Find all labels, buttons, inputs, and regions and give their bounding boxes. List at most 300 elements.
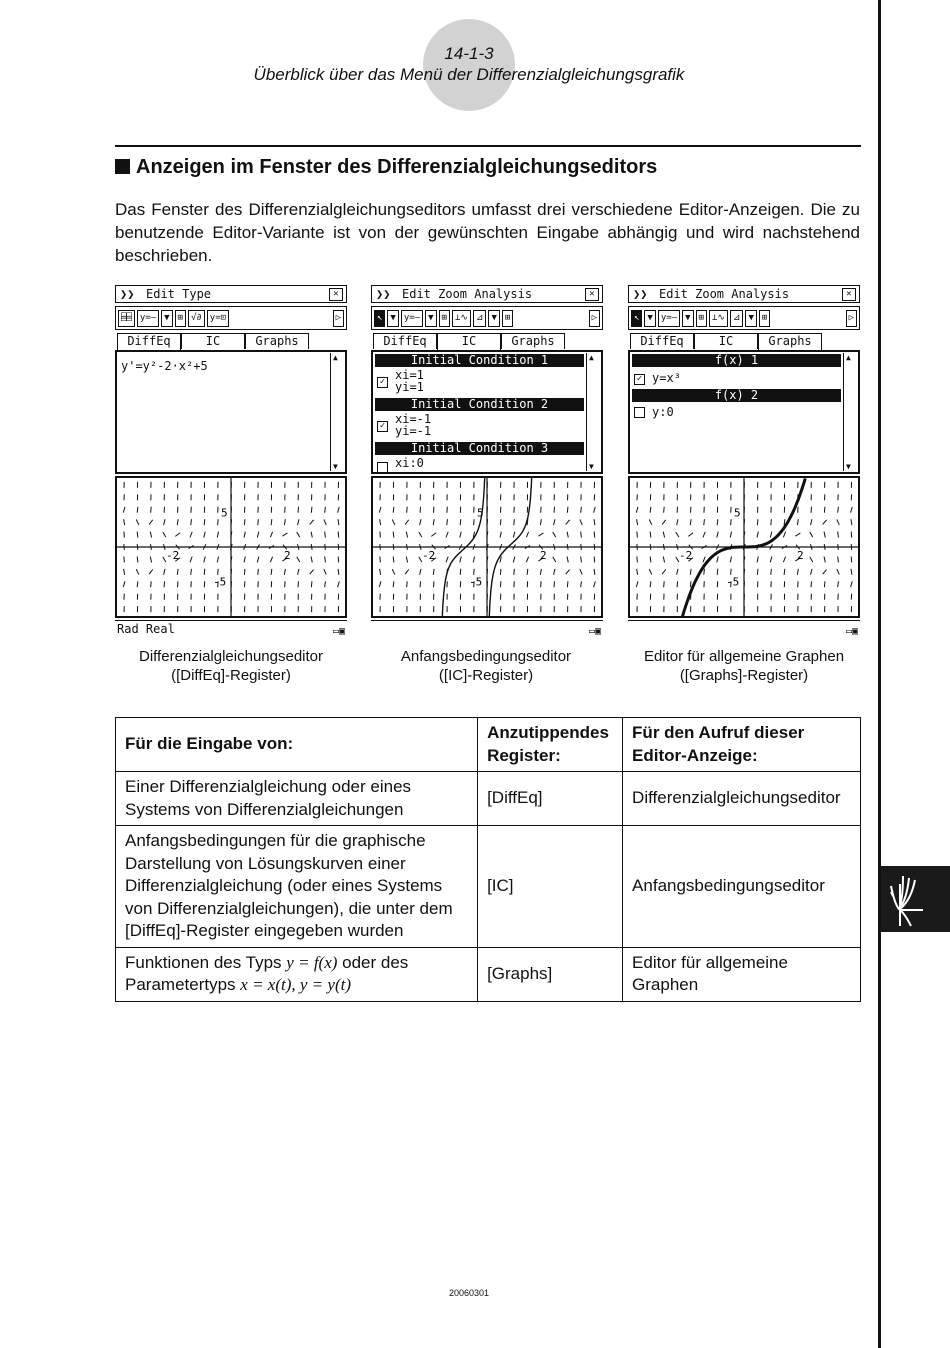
footer-code: 20060301 [448, 1288, 490, 1298]
slope-mark [407, 581, 408, 587]
tab-graphs[interactable]: Graphs [501, 333, 565, 349]
caption-title: Editor für allgemeine Graphen [643, 648, 845, 665]
diffeq-input-line[interactable]: y'=y²-2·x²+5 [121, 359, 208, 373]
slope-mark [298, 519, 299, 525]
table-header-row [116, 718, 861, 772]
slope-mark [581, 556, 582, 562]
slope-mark [851, 507, 853, 513]
slope-mark [338, 519, 339, 525]
slope-mark [594, 581, 596, 587]
table-cell: [IC] [478, 826, 623, 948]
tool-button[interactable]: y=— [137, 310, 159, 327]
square-bullet-icon [115, 159, 130, 174]
editor-area[interactable] [628, 350, 860, 474]
slope-mark [297, 557, 300, 562]
slope-mark [567, 544, 568, 550]
slope-mark [311, 556, 312, 562]
slope-mark [151, 507, 152, 513]
slope-mark [406, 532, 407, 538]
scrollbar[interactable] [330, 353, 344, 471]
slope-mark [137, 507, 138, 513]
ic-header: Initial Condition 3 [375, 442, 584, 455]
func-expr[interactable]: y=x³ [652, 371, 681, 385]
caption-register: ([IC]-Register) [438, 667, 534, 684]
slope-mark [784, 569, 785, 575]
toolbar [628, 306, 860, 330]
pointer-tool[interactable]: ↖ [374, 310, 385, 327]
slope-mark [217, 556, 218, 562]
slope-mark [731, 569, 732, 575]
slope-mark [594, 519, 595, 525]
slope-mark [244, 519, 245, 525]
slope-mark [298, 569, 299, 575]
x-tick-label-neg: -2 [679, 549, 693, 562]
slope-mark [297, 532, 300, 537]
slope-mark [164, 519, 165, 525]
close-icon[interactable]: ✕ [585, 288, 599, 301]
slope-mark [487, 519, 488, 525]
tool-scroll-right[interactable]: ▷ [846, 310, 857, 327]
slope-mark [823, 520, 827, 525]
scroll-up-icon[interactable]: ▲ [333, 353, 338, 362]
tab-ic[interactable]: IC [437, 333, 501, 352]
tool-dropdown[interactable]: ▼ [488, 310, 499, 327]
slope-mark [500, 569, 501, 575]
close-icon[interactable]: ✕ [842, 288, 856, 301]
y-tick-label-bottom: -5 [213, 575, 227, 589]
slope-mark [717, 532, 718, 538]
slope-field-graph[interactable] [628, 476, 860, 618]
slope-mark [460, 557, 461, 563]
scroll-down-icon[interactable]: ▼ [333, 462, 338, 471]
section-rule [115, 145, 861, 147]
slope-mark [851, 581, 853, 587]
row3-text-mid: oder des Parametertyps [125, 952, 409, 994]
slope-mark [797, 519, 798, 525]
tool-button[interactable]: ⊞ [439, 310, 450, 327]
slope-mark [757, 569, 758, 575]
tool-button[interactable]: y=— [401, 310, 423, 327]
slope-mark [379, 581, 381, 587]
slope-mark [460, 569, 461, 575]
tool-button[interactable]: y=— [658, 310, 680, 327]
slope-mark [446, 532, 448, 538]
slope-mark [258, 519, 259, 525]
ic-checkbox[interactable]: ✓ [377, 421, 388, 432]
slope-mark [770, 532, 772, 538]
slope-mark [136, 569, 139, 574]
slope-mark [581, 581, 582, 587]
func-header: f(x) 1 [632, 354, 841, 367]
tool-button[interactable]: ⊥∿ [709, 310, 728, 327]
slope-mark [526, 557, 528, 563]
slope-mark [487, 569, 488, 575]
slope-mark [244, 569, 245, 575]
section-heading [115, 156, 657, 179]
slope-mark [581, 544, 582, 550]
slope-mark [757, 519, 758, 525]
slope-mark [218, 569, 219, 575]
slope-mark [420, 569, 421, 575]
table-cell: Differenzialgleichungseditor [623, 772, 861, 826]
slope-mark [380, 519, 381, 525]
tool-button[interactable]: √∂ [188, 310, 205, 327]
slope-mark [204, 532, 205, 538]
slope-mark [150, 556, 151, 562]
menu-labels[interactable]: Edit Zoom Analysis [659, 287, 790, 301]
x-tick-label-neg: -2 [166, 549, 180, 562]
tool-button[interactable]: ⊥∿ [452, 310, 471, 327]
slope-mark [137, 544, 138, 550]
slope-mark [662, 520, 666, 525]
func-expr[interactable]: y:0 [652, 405, 674, 419]
table-cell: [DiffEq] [478, 772, 623, 826]
scroll-up-icon[interactable]: ▲ [846, 353, 851, 362]
slope-mark [637, 519, 638, 525]
slope-mark [310, 520, 314, 525]
table-cell [116, 947, 478, 1001]
slope-mark [514, 519, 515, 525]
slope-mark [405, 569, 409, 574]
menu-chevron-icon[interactable]: ❯❯ [376, 287, 391, 301]
scrollbar[interactable] [586, 353, 600, 471]
ic-xi[interactable]: xi=-1 [395, 412, 432, 426]
slope-mark [393, 507, 394, 513]
slope-mark [703, 557, 705, 563]
editor-tabs [115, 333, 347, 351]
slope-mark [527, 569, 528, 575]
register-table [115, 717, 861, 1002]
slope-mark [594, 507, 596, 513]
slope-mark [566, 570, 570, 575]
slope-mark [284, 569, 285, 575]
tool-button[interactable]: y=⊡ [207, 310, 229, 327]
tool-scroll-right[interactable]: ▷ [589, 310, 600, 327]
slope-mark [325, 532, 326, 538]
toolbar [371, 306, 603, 330]
slope-mark [311, 532, 312, 538]
slope-mark [231, 519, 232, 525]
table-row [116, 772, 861, 826]
slope-mark [311, 507, 312, 513]
slope-mark [177, 519, 178, 525]
slope-mark [637, 569, 638, 575]
tab-diffeq[interactable]: DiffEq [117, 333, 181, 352]
tool-dropdown[interactable]: ▼ [387, 310, 398, 327]
slope-mark [324, 569, 326, 574]
slope-mark [431, 533, 436, 537]
slope-mark [325, 581, 326, 587]
slope-mark [393, 544, 394, 550]
slope-mark [407, 507, 408, 513]
slope-mark [151, 581, 152, 587]
slope-mark [190, 532, 192, 538]
menu-labels[interactable]: Edit Type [146, 287, 212, 301]
screen-ic-editor [371, 285, 603, 637]
scrollbar[interactable] [843, 353, 857, 471]
row3-math-param: x = x(t), y = y(t) [240, 975, 351, 994]
slope-mark [513, 532, 515, 538]
slope-mark [650, 532, 651, 538]
slope-mark [704, 569, 705, 575]
slope-mark [730, 556, 731, 562]
slope-mark [124, 569, 125, 575]
battery-icon: ▭▣ [588, 626, 601, 637]
tab-diffeq[interactable]: DiffEq [373, 333, 437, 349]
menu-bar [371, 285, 603, 303]
slope-mark [325, 544, 326, 550]
slope-mark [380, 556, 381, 562]
slope-mark [637, 556, 638, 562]
ic-yi[interactable]: yi=1 [395, 380, 424, 394]
slope-mark [325, 507, 326, 513]
editor-area[interactable] [371, 350, 603, 474]
tool-dropdown[interactable]: ▼ [644, 310, 655, 327]
slope-mark [538, 533, 543, 536]
slope-mark [771, 569, 772, 575]
menu-bar [628, 285, 860, 303]
slope-mark [338, 569, 339, 575]
slope-mark [837, 569, 839, 574]
func-header: f(x) 2 [632, 389, 841, 402]
slope-mark [650, 544, 651, 550]
slope-mark [175, 533, 180, 537]
slope-mark [393, 556, 394, 562]
chapter-tab-marker [881, 866, 950, 932]
slope-mark [730, 532, 731, 538]
tool-scroll-right[interactable]: ▷ [333, 310, 344, 327]
caption-diffeq [106, 647, 356, 685]
slope-mark [580, 519, 582, 524]
slope-mark [594, 569, 595, 575]
x-tick-label-pos: 2 [797, 549, 804, 562]
editor-tabs [628, 333, 860, 351]
tool-button[interactable]: ⊞ [696, 310, 707, 327]
slope-mark [123, 507, 125, 513]
tab-diffeq[interactable]: DiffEq [630, 333, 694, 349]
slope-mark [704, 519, 705, 525]
slope-mark [838, 581, 839, 587]
scroll-up-icon[interactable]: ▲ [589, 353, 594, 362]
editor-area[interactable] [115, 350, 347, 474]
slope-mark [284, 519, 285, 525]
x-tick-label-pos: 2 [284, 549, 291, 562]
slope-mark [164, 569, 165, 575]
slope-mark [636, 581, 638, 587]
slope-mark [838, 532, 839, 538]
battery-icon: ▭▣ [332, 626, 345, 637]
ic-header: Initial Condition 2 [375, 398, 584, 411]
tool-button[interactable]: ⊿ [473, 310, 487, 327]
slope-mark [338, 507, 340, 513]
slope-mark [690, 519, 691, 525]
slope-mark [136, 519, 139, 524]
slope-mark [664, 507, 665, 513]
tool-button[interactable]: ⊿ [730, 310, 744, 327]
slope-mark [474, 569, 475, 575]
slope-mark [838, 507, 839, 513]
pointer-tool[interactable]: ↖ [631, 310, 642, 327]
scroll-down-icon[interactable]: ▼ [589, 462, 594, 471]
table-cell: Anfangsbedingungen für die graphische Darstellung von Lösungskurven einer Differenzialgleichung (oder eines Systems von Differenzialgleichungen), die unter dem [DiffEq]-Register eingegeben wurden [116, 826, 478, 948]
page-subtitle: Überblick über das Menü der Differenzialgleichungsgrafik [253, 65, 685, 84]
slope-mark [770, 557, 772, 563]
slope-mark [824, 507, 825, 513]
slope-mark [460, 532, 461, 538]
slope-mark [310, 570, 314, 575]
tool-dropdown[interactable]: ▼ [425, 310, 436, 327]
slope-mark [757, 532, 758, 538]
slope-mark [649, 519, 652, 524]
slope-mark [851, 519, 852, 525]
tab-ic[interactable]: IC [181, 333, 245, 349]
slope-mark [540, 519, 541, 525]
slope-mark [271, 569, 272, 575]
slope-mark [553, 532, 556, 537]
slope-mark [406, 556, 407, 562]
slope-mark [244, 556, 245, 562]
menu-labels[interactable]: Edit Zoom Analysis [402, 287, 533, 301]
slope-mark [324, 519, 326, 524]
slope-mark [824, 581, 825, 587]
ic-xi[interactable]: xi=1 [395, 368, 424, 382]
slope-mark [177, 569, 178, 575]
slope-mark [783, 532, 785, 538]
intro-paragraph: Das Fenster des Differenzialgleichungseditors umfasst drei verschiedene Editor-Anzeigen. Die zu benutzende Editor-Variante ist von der gewünschten Eingabe abhängig und wird nachstehend beschrieben. [115, 200, 860, 265]
tool-dropdown[interactable]: ▼ [745, 310, 756, 327]
status-mode: Rad Real [117, 622, 175, 636]
slope-mark [810, 532, 813, 537]
toolbar [115, 306, 347, 330]
slope-mark [500, 519, 501, 525]
menu-chevron-icon[interactable]: ❯❯ [633, 287, 648, 301]
tab-graphs[interactable]: Graphs [245, 333, 309, 349]
table-header: Für die Eingabe von: [116, 718, 478, 772]
table-cell: Einer Differenzialgleichung oder eines Systems von Differenzialgleichungen [116, 772, 478, 826]
slope-mark [500, 532, 501, 538]
slope-mark [688, 533, 693, 537]
status-bar [628, 620, 860, 637]
slope-mark [392, 519, 395, 524]
screen-graphs-editor [628, 285, 860, 637]
tab-ic[interactable]: IC [694, 333, 758, 349]
slope-mark [838, 544, 839, 550]
slope-mark [823, 570, 827, 575]
slope-mark [650, 556, 651, 562]
y-tick-label-bottom: -5 [726, 575, 740, 589]
slope-mark [257, 532, 259, 538]
slope-mark [581, 507, 582, 513]
tab-graphs[interactable]: Graphs [758, 333, 822, 352]
slope-field-svg [373, 478, 601, 616]
slope-mark [717, 519, 718, 525]
func-checkbox[interactable]: ✓ [634, 374, 645, 385]
tool-dropdown[interactable]: ▼ [682, 310, 693, 327]
slope-mark [811, 519, 812, 525]
slope-mark [581, 532, 582, 538]
ic-checkbox[interactable]: ✓ [377, 377, 388, 388]
tool-button[interactable]: ⊞ [759, 310, 770, 327]
slope-mark [271, 519, 272, 525]
slope-mark [124, 556, 125, 562]
slope-mark [744, 569, 745, 575]
slope-mark [150, 544, 151, 550]
y-tick-label-bottom: -5 [469, 575, 483, 589]
slope-mark [124, 532, 125, 538]
slope-mark [191, 569, 192, 575]
slope-mark [325, 556, 326, 562]
caption-register: ([DiffEq]-Register) [171, 667, 291, 684]
slope-mark [757, 556, 758, 562]
slope-mark [851, 569, 852, 575]
slope-field-graph[interactable] [115, 476, 347, 618]
slope-mark [797, 569, 798, 575]
slope-mark [500, 556, 501, 562]
func-checkbox[interactable] [634, 407, 645, 418]
tool-button[interactable]: ⊞ [502, 310, 513, 327]
x-tick-label-pos: 2 [540, 549, 547, 562]
page-number: 14-1-3 [444, 44, 494, 63]
table-cell: Editor für allgemeine Graphen [623, 947, 861, 1001]
menu-chevron-icon[interactable]: ❯❯ [120, 287, 135, 301]
ic-xi[interactable]: xi:0 [395, 456, 424, 470]
slope-mark [231, 569, 232, 575]
slope-field-graph[interactable] [371, 476, 603, 618]
slope-mark [567, 532, 568, 538]
slope-mark [204, 569, 205, 575]
x-tick-label-neg: -2 [422, 549, 436, 562]
scroll-down-icon[interactable]: ▼ [846, 462, 851, 471]
menu-bar [115, 285, 347, 303]
tool-button[interactable]: ⊞ [175, 310, 186, 327]
slope-field-svg [630, 478, 858, 616]
slope-mark [244, 532, 245, 538]
slope-mark [137, 556, 138, 562]
tool-dropdown[interactable]: ▼ [161, 310, 172, 327]
slope-mark [338, 581, 340, 587]
ic-checkbox[interactable] [377, 462, 388, 473]
caption-title: Anfangsbedingungseditor [400, 648, 572, 665]
diffeq-graph-icon [881, 866, 950, 932]
slope-mark [811, 569, 812, 575]
slope-mark [717, 557, 718, 563]
ic-yi[interactable]: yi=-1 [395, 424, 432, 438]
slope-mark [420, 519, 421, 525]
tool-button[interactable]: ⌸⌸ [118, 310, 135, 327]
slope-mark [270, 532, 272, 538]
table-header: Für den Aufruf dieser Editor-Anzeige: [623, 718, 861, 772]
slope-mark [567, 581, 568, 587]
slope-mark [566, 520, 570, 525]
slope-mark [191, 519, 192, 525]
slope-mark [771, 519, 772, 525]
slope-mark [149, 520, 153, 525]
row3-text: Funktionen des Typs [125, 952, 282, 972]
close-icon[interactable]: ✕ [329, 288, 343, 301]
slope-mark [795, 533, 800, 536]
slope-mark [514, 569, 515, 575]
table-header: Anzutippendes Register: [478, 718, 623, 772]
slope-mark [637, 532, 638, 538]
slope-mark [204, 557, 205, 563]
slope-mark [446, 557, 448, 563]
slope-mark [311, 581, 312, 587]
slope-mark [123, 581, 125, 587]
slope-mark [257, 557, 259, 563]
slope-mark [393, 581, 394, 587]
slope-mark [553, 557, 556, 562]
slope-mark [380, 532, 381, 538]
